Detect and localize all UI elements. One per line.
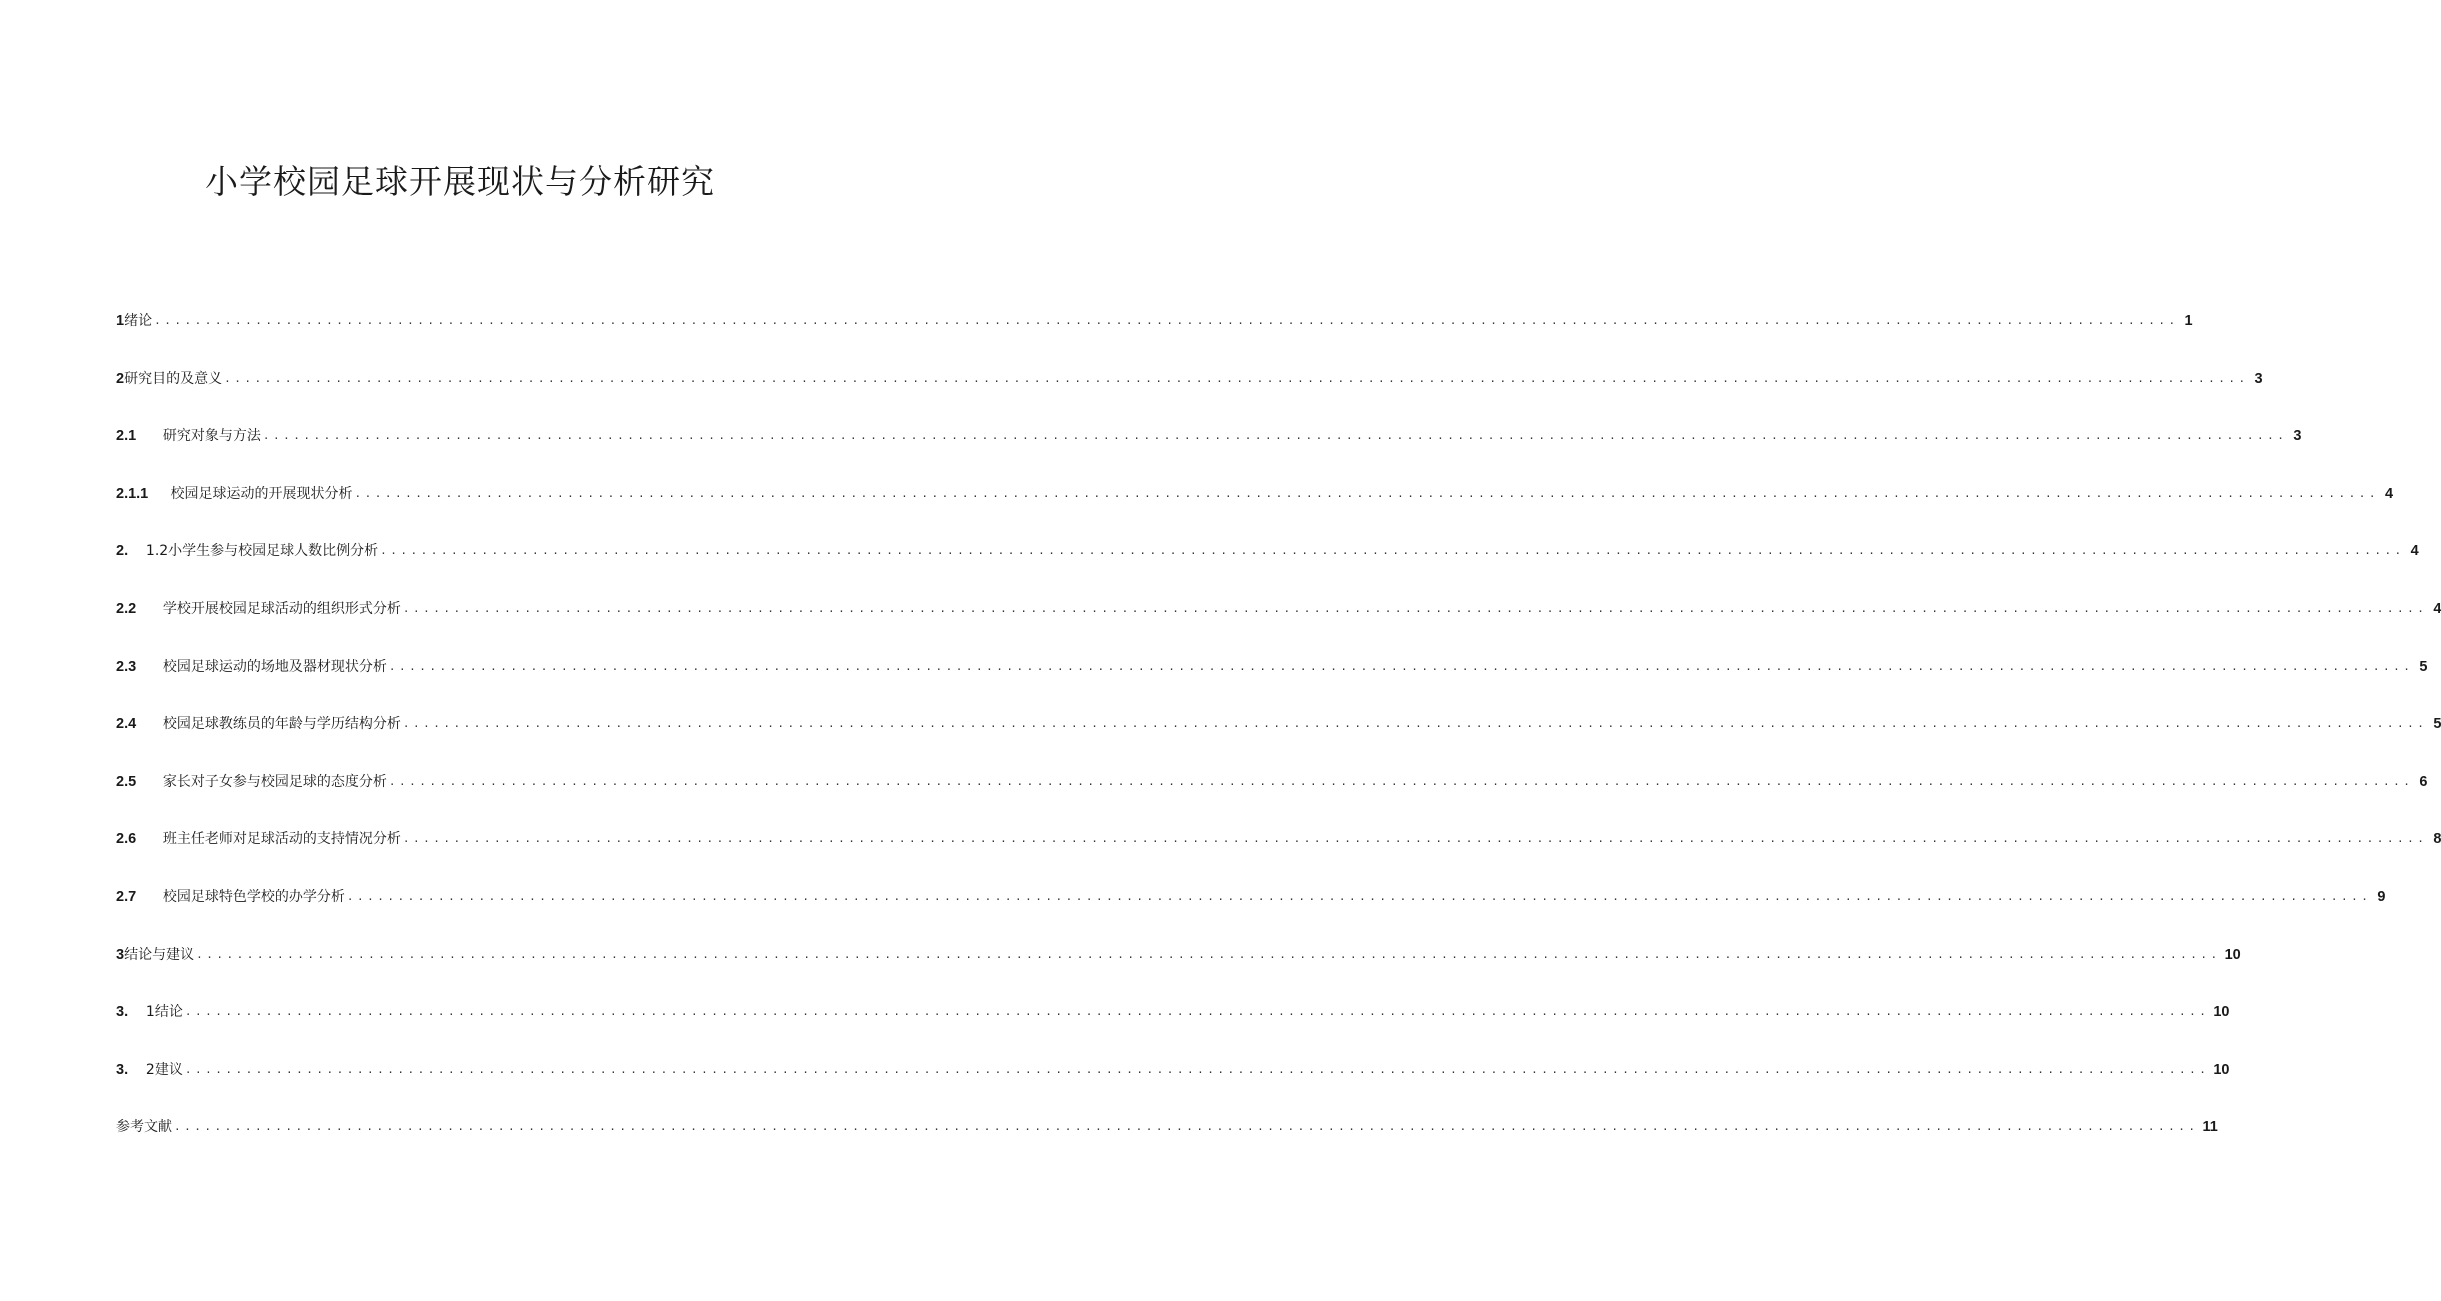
toc-entry[interactable] bbox=[116, 713, 2441, 771]
toc-entry-label: 家长对子女参与校园足球的态度分析 bbox=[162, 773, 387, 790]
toc-entry[interactable] bbox=[116, 944, 2241, 1002]
toc-dot-leader: ........................................................................................................................................................................................................ bbox=[402, 832, 2428, 846]
toc-entry-gap bbox=[128, 1059, 146, 1081]
toc-entry-page-number: 5 bbox=[2419, 658, 2428, 675]
toc-entry[interactable] bbox=[116, 886, 2386, 944]
toc-entry-label: 研究目的及意义 bbox=[124, 370, 223, 387]
toc-entry-label: 班主任老师对足球活动的支持情况分析 bbox=[162, 831, 401, 848]
toc-dot-leader: ........................................................................................................................................................................................................ bbox=[402, 601, 2428, 615]
toc-entry-page-number: 11 bbox=[2202, 1119, 2218, 1136]
toc-entry-number: 3 bbox=[116, 946, 125, 963]
toc-entry-page-number: 8 bbox=[2433, 831, 2441, 848]
toc-entry-number: 2.4 bbox=[116, 716, 137, 733]
toc-dot-leader: ........................................................................................................................................................................................................ bbox=[380, 544, 2405, 558]
toc-entry-page-number: 10 bbox=[2224, 946, 2241, 963]
toc-dot-leader: ........................................................................................................................................................................................................ bbox=[224, 371, 2249, 385]
toc-entry-page-number: 3 bbox=[2293, 428, 2302, 445]
toc-entry-gap bbox=[128, 1001, 146, 1023]
toc-dot-leader: ........................................................................................................................................................................................................ bbox=[174, 1120, 2199, 1134]
toc-entry-page-number: 4 bbox=[2433, 600, 2441, 617]
toc-entry-number: 2.3 bbox=[116, 658, 137, 675]
toc-dot-leader: ........................................................................................................................................................................................................ bbox=[262, 429, 2288, 443]
toc-entry-gap bbox=[136, 656, 163, 678]
document-title: 小学校园足球开展现状与分析研究 bbox=[205, 162, 715, 201]
toc-entry-label: 校园足球运动的开展现状分析 bbox=[170, 485, 353, 502]
toc-dot-leader: ........................................................................................................................................................................................................ bbox=[154, 314, 2179, 327]
toc-entry-number: 2.2 bbox=[116, 600, 137, 617]
toc-entry-label: 1.2小学生参与校园足球人数比例分析 bbox=[145, 543, 379, 560]
toc-entry-gap bbox=[136, 713, 163, 735]
toc-entry-gap bbox=[128, 540, 146, 562]
toc-entry-page-number: 4 bbox=[2410, 543, 2419, 560]
toc-dot-leader: ........................................................................................................................................................................................................ bbox=[346, 889, 2372, 903]
toc-entry[interactable] bbox=[116, 1001, 2230, 1059]
toc-entry-page-number: 10 bbox=[2213, 1061, 2230, 1078]
toc-entry-number: 2. bbox=[116, 543, 129, 560]
toc-entry-number: 2 bbox=[116, 370, 125, 387]
toc-entry[interactable] bbox=[116, 656, 2428, 714]
toc-entry-page-number: 4 bbox=[2384, 485, 2394, 502]
toc-dot-leader: ........................................................................................................................................................................................................ bbox=[402, 717, 2428, 731]
toc-entry-page-number: 3 bbox=[2254, 370, 2263, 387]
toc-entry-page-number: 1 bbox=[2184, 313, 2193, 329]
toc-dot-leader: ........................................................................................................................................................................................................ bbox=[388, 774, 2414, 788]
toc-entry-label: 1结论 bbox=[145, 1004, 183, 1021]
toc-dot-leader: ........................................................................................................................................................................................................ bbox=[184, 1005, 2210, 1019]
toc-entry[interactable] bbox=[116, 828, 2441, 886]
toc-entry[interactable] bbox=[116, 310, 2193, 368]
toc-dot-leader: ........................................................................................................................................................................................................ bbox=[354, 486, 2380, 500]
toc-entry-label: 校园足球特色学校的办学分析 bbox=[162, 888, 345, 905]
toc-dot-leader: ........................................................................................................................................................................................................ bbox=[196, 947, 2221, 961]
toc-entry-number: 3. bbox=[116, 1061, 129, 1078]
toc-entry-label: 结论与建议 bbox=[124, 946, 195, 963]
toc-entry-label: 绪论 bbox=[124, 313, 153, 329]
toc-entry-number: 1 bbox=[116, 313, 125, 329]
toc-entry-number: 3. bbox=[116, 1004, 129, 1021]
toc-entry-gap bbox=[136, 598, 163, 620]
toc-entry-gap bbox=[136, 771, 163, 793]
toc-entry-gap bbox=[148, 483, 170, 505]
toc-entry-gap bbox=[136, 425, 163, 447]
toc-entry[interactable] bbox=[116, 1116, 2218, 1174]
toc-entry-label: 2建议 bbox=[145, 1061, 183, 1078]
toc-entry[interactable] bbox=[116, 483, 2394, 541]
toc-entry-label: 校园足球运动的场地及器材现状分析 bbox=[162, 658, 387, 675]
toc-entry-gap bbox=[136, 886, 163, 908]
toc-entry-page-number: 5 bbox=[2433, 716, 2441, 733]
toc-entry[interactable] bbox=[116, 598, 2441, 656]
toc-dot-leader: ........................................................................................................................................................................................................ bbox=[184, 1062, 2210, 1076]
toc-entry-number: 2.6 bbox=[116, 831, 137, 848]
toc-entry-label: 研究对象与方法 bbox=[162, 428, 261, 445]
toc-entry-number: 2.5 bbox=[116, 773, 137, 790]
toc-entry[interactable] bbox=[116, 425, 2302, 483]
toc-entry-label: 学校开展校园足球活动的组织形式分析 bbox=[162, 600, 401, 617]
toc-entry[interactable] bbox=[116, 1059, 2230, 1117]
toc-entry[interactable] bbox=[116, 771, 2428, 829]
toc-entry-number: 2.1 bbox=[116, 428, 137, 445]
toc-entry-number: 2.7 bbox=[116, 888, 137, 905]
toc-entry-label: 校园足球教练员的年龄与学历结构分析 bbox=[162, 716, 401, 733]
toc-entry-label: 参考文献 bbox=[116, 1119, 172, 1136]
toc-entry-page-number: 10 bbox=[2213, 1004, 2230, 1021]
toc-entry-gap bbox=[136, 828, 163, 850]
table-of-contents bbox=[116, 310, 2441, 1174]
toc-entry-number: 2.1.1 bbox=[116, 485, 149, 502]
toc-entry[interactable] bbox=[116, 368, 2263, 426]
toc-entry-page-number: 6 bbox=[2419, 773, 2428, 790]
toc-dot-leader: ........................................................................................................................................................................................................ bbox=[388, 659, 2414, 673]
toc-entry[interactable] bbox=[116, 540, 2419, 598]
toc-entry-page-number: 9 bbox=[2377, 888, 2386, 905]
